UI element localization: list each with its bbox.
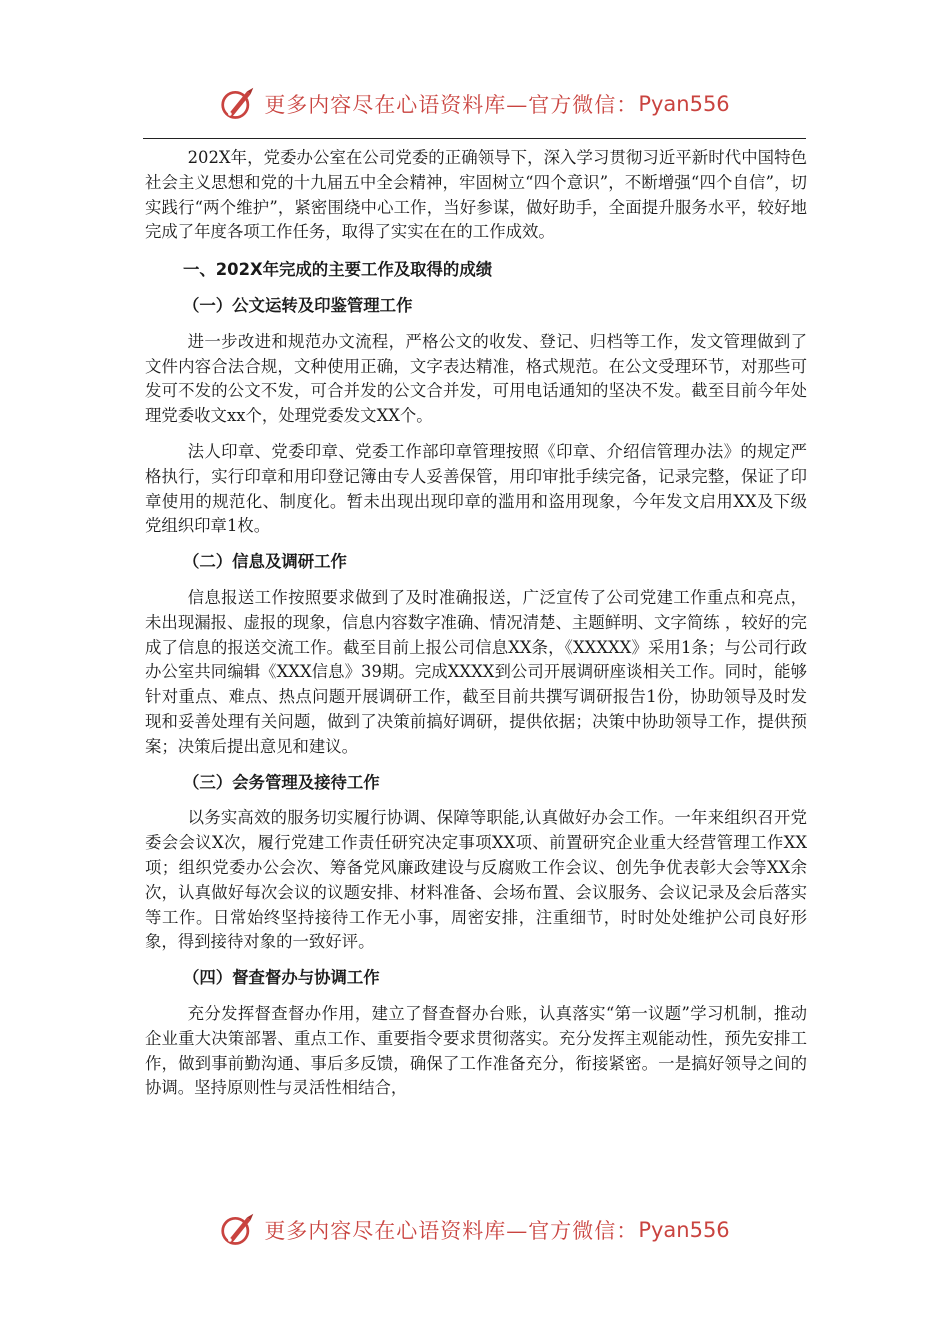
- subsection-1-paragraph-2: 法人印章、党委印章、党委工作部印章管理按照《印章、介绍信管理办法》的规定严格执行，实行印章和用印登记簿由专人妥善保管，用印审批手续完备，记录完整，保证了印章使用的规范化、制度化。暂未出现出现印章的滥用和盗用现象，今年发文启用XX及下级党组织印章1枚。: [145, 441, 807, 536]
- subsection-3-paragraph-1: 以务实高效的服务切实履行协调、保障等职能,认真做好办会工作。一年来组织召开党委会会议X次，履行党建工作责任研究决定事项XX项、前置研究企业重大经营管理工作XX项；组织党委办公会次、筹备党风廉政建设与反腐败工作会议、创先争优表彰大会等XX余次，认真做好每次会议的议题安排、材料准备、会场布置、会议服务、会议记录及会后落实等工作。日常始终坚持接待工作无小事，周密安排，注重细节，时时处处维护公司良好形象，得到接待对象的一致好评。: [145, 808, 807, 952]
- header-divider: [143, 138, 806, 139]
- quill-pen-logo-icon: [220, 1212, 256, 1248]
- subsection-4-paragraph-1: 充分发挥督查督办作用，建立了督查督办台账，认真落实“第一议题”学习机制，推动企业重大决策部署、重点工作、重要指令要求贯彻落实。充分发挥主观能动性，预先安排工作，做到事前勤沟通、事后多反馈，确保了工作准备充分，衔接紧密。一是搞好领导之间的协调。坚持原则性与灵活性相结合，: [145, 1003, 807, 1098]
- watermark-text: 更多内容尽在心语资料库—官方微信：: [264, 93, 639, 117]
- document-body: [145, 146, 807, 1101]
- section-heading: 一、202X年完成的主要工作及取得的成绩: [183, 260, 493, 280]
- footer-watermark-banner: [0, 1208, 950, 1252]
- watermark-text: 更多内容尽在心语资料库—官方微信：: [264, 1219, 639, 1243]
- subsection-1-paragraph-1: 进一步改进和规范办文流程，严格公文的收发、登记、归档等工作，发文管理做到了文件内容合法合规，文种使用正确，文字表达精准，格式规范。在公文受理环节，对那些可发可不发的公文不发，可合并发的公文合并发，可用电话通知的坚决不发。截至目前今年处理党委收文xx个，处理党委发文XX个。: [145, 331, 807, 426]
- intro-paragraph: 202X年，党委办公室在公司党委的正确领导下，深入学习贯彻习近平新时代中国特色社会主义思想和党的十九届五中全会精神，牢固树立“四个意识”，不断增强“四个自信”，切实践行“两个维护”，紧密围绕中心工作，当好参谋，做好助手，全面提升服务水平，较好地完成了年度各项工作任务，取得了实实在在的工作成效。: [145, 148, 807, 242]
- watermark-wechat-id: Pyan556: [638, 92, 730, 116]
- header-watermark-banner: [0, 82, 950, 126]
- subsection-heading-1: （一）公文运转及印鉴管理工作: [183, 295, 413, 315]
- subsection-heading-2: （二）信息及调研工作: [183, 552, 347, 572]
- subsection-heading-4: （四）督查督办与协调工作: [183, 968, 380, 988]
- subsection-2-paragraph-1: 信息报送工作按照要求做到了及时准确报送，广泛宣传了公司党建工作重点和亮点，未出现漏报、虚报的现象，信息内容数字准确、情况清楚、主题鲜明、文字简练 ，较好的完成了信息的报送交流工作。截至目前上报公司信息XX条，《XXXXX》采用1条；与公司行政办公室共同编辑《XXX信息》39期。完成XXXX到公司开展调研座谈相关工作。同时，能够针对重点、难点、热点问题开展调研工作，截至目前共撰写调研报告1份，协助领导及时发现和妥善处理有关问题，做到了决策前搞好调研，提供依据；决策中协助领导工作，提供预案；决策后提出意见和建议。: [145, 587, 807, 756]
- watermark-wechat-id: Pyan556: [638, 1218, 730, 1242]
- quill-pen-logo-icon: [220, 86, 256, 122]
- subsection-heading-3: （三）会务管理及接待工作: [183, 772, 380, 792]
